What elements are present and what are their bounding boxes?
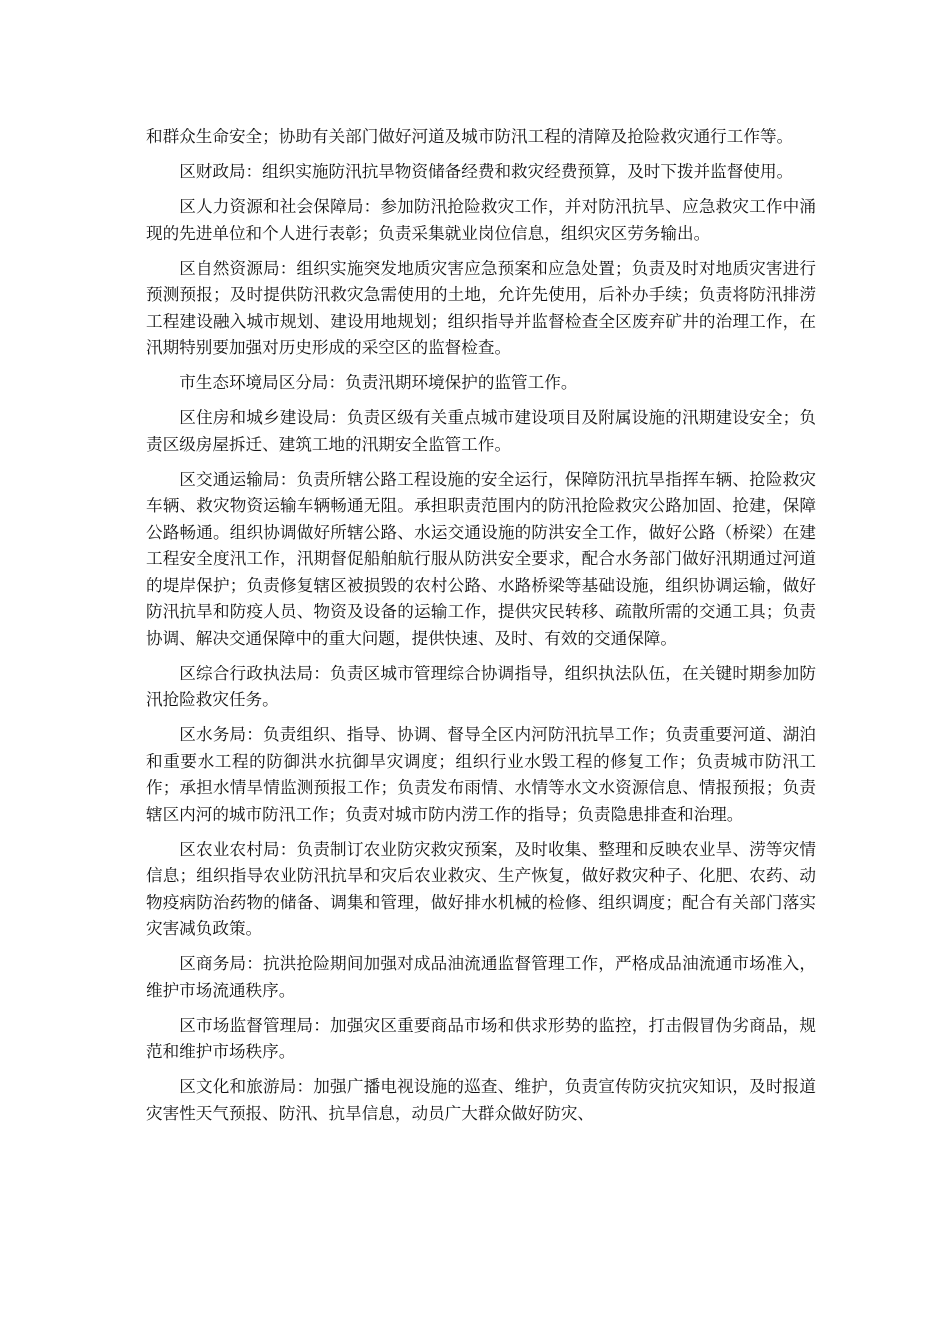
paragraph-commerce-bureau: 区商务局：抗洪抢险期间加强对成品油流通监督管理工作，严格成品油流通市场准入，维护市场流通秩序。 bbox=[146, 954, 816, 1000]
paragraph-culture-tourism-bureau: 区文化和旅游局：加强广播电视设施的巡查、维护，负责宣传防灾抗灾知识，及时报道灾害性天气预报、防汛、抗旱信息，动员广大群众做好防灾、 bbox=[146, 1077, 816, 1123]
paragraph-agriculture-bureau: 区农业农村局：负责制订农业防灾救灾预案，及时收集、整理和反映农业旱、涝等灾情信息；组织指导农业防汛抗旱和灾后农业救灾、生产恢复，做好救灾种子、化肥、农药、动物疫病防治药物的储备、调集和管理，做好排水机械的检修、组织调度；配合有关部门落实灾害减负政策。 bbox=[146, 839, 816, 938]
paragraph-housing-construction-bureau: 区住房和城乡建设局：负责区级有关重点城市建设项目及附属设施的汛期建设安全；负责区级房屋拆迁、建筑工地的汛期安全监管工作。 bbox=[146, 408, 816, 454]
paragraph-natural-resources-bureau: 区自然资源局：组织实施突发地质灾害应急预案和应急处置；负责及时对地质灾害进行预测预报；及时提供防汛救灾急需使用的土地，允许先使用，后补办手续；负责将防汛排涝工程建设融入城市规划、建设用地规划；组织指导并监督检查全区废弃矿井的治理工作，在汛期特别要加强对历史形成的采空区的监督检查。 bbox=[146, 258, 816, 357]
paragraph-law-enforcement-bureau: 区综合行政执法局：负责区城市管理综合协调指导，组织执法队伍，在关键时期参加防汛抢险救灾任务。 bbox=[146, 663, 816, 709]
paragraph-continuation: 和群众生命安全；协助有关部门做好河道及城市防汛工程的清障及抢险救灾通行工作等。 bbox=[146, 127, 794, 146]
paragraph-finance-bureau: 区财政局：组织实施防汛抗旱物资储备经费和救灾经费预算，及时下拨并监督使用。 bbox=[179, 162, 794, 181]
paragraph-ecology-environment-branch: 市生态环境局区分局：负责汛期环境保护的监管工作。 bbox=[179, 373, 578, 392]
paragraph-transport-bureau: 区交通运输局：负责所辖公路工程设施的安全运行，保障防汛抗旱指挥车辆、抢险救灾车辆、救灾物资运输车辆畅通无阻。承担职责范围内的防汛抢险救灾公路加固、抢建，保障公路畅通。组织协调做好所辖公路、水运交通设施的防洪安全工作，做好公路（桥梁）在建工程安全度汛工作，汛期督促船舶航行服从防洪安全要求，配合水务部门做好汛期通过河道的堤岸保护；负责修复辖区被损毁的农村公路、水路桥梁等基础设施，组织协调运输，做好防汛抗旱和防疫人员、物资及设备的运输工作，提供灾民转移、疏散所需的交通工具；负责协调、解决交通保障中的重大问题，提供快速、及时、有效的交通保障。 bbox=[146, 469, 816, 648]
paragraph-human-resources-bureau: 区人力资源和社会保障局：参加防汛抢险救灾工作，并对防汛抗旱、应急救灾工作中涌现的先进单位和个人进行表彰；负责采集就业岗位信息，组织灾区劳务输出。 bbox=[146, 197, 816, 243]
paragraph-water-affairs-bureau: 区水务局：负责组织、指导、协调、督导全区内河防汛抗旱工作；负责重要河道、湖泊和重要水工程的防御洪水抗御旱灾调度；组织行业水毁工程的修复工作；负责城市防汛工作；承担水情旱情监测预报工作；负责发布雨情、水情等水文水资源信息、情报预报；负责辖区内河的城市防汛工作；负责对城市防内涝工作的指导；负责隐患排查和治理。 bbox=[146, 725, 816, 824]
document-page bbox=[146, 124, 816, 1136]
paragraph-market-supervision-bureau: 区市场监督管理局：加强灾区重要商品市场和供求形势的监控，打击假冒伪劣商品，规范和维护市场秩序。 bbox=[146, 1015, 816, 1061]
